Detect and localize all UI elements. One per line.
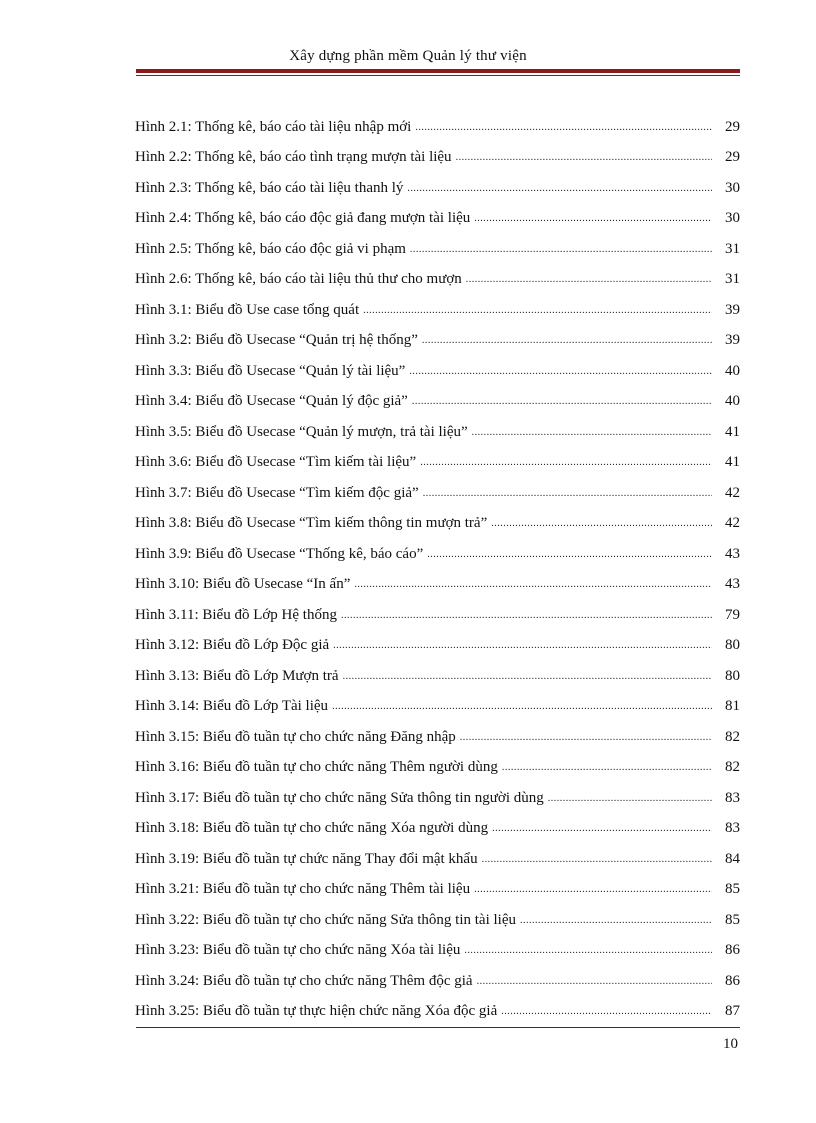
dot-leader <box>520 915 712 926</box>
figure-list-entry[interactable] <box>135 722 740 753</box>
figure-entry-page: 39 <box>725 332 740 349</box>
figure-list-entry[interactable] <box>135 936 740 967</box>
figure-entry-page: 83 <box>725 789 740 806</box>
figure-entry-page: 81 <box>725 698 740 715</box>
figure-list-entry[interactable] <box>135 143 740 174</box>
figure-list-entry[interactable] <box>135 661 740 692</box>
dot-leader <box>422 335 712 346</box>
dot-leader <box>474 213 712 224</box>
figure-entry-page: 42 <box>725 484 740 501</box>
figure-list-entry[interactable] <box>135 570 740 601</box>
figure-entry-label: Hình 2.5: Thống kê, báo cáo độc giả vi phạm <box>135 240 406 257</box>
figure-entry-page: 40 <box>725 393 740 410</box>
figure-list-entry[interactable] <box>135 997 740 1028</box>
figure-entry-label: Hình 3.18: Biểu đồ tuần tự cho chức năng Xóa người dùng <box>135 820 489 837</box>
figure-list-entry[interactable] <box>135 844 740 875</box>
header-rule <box>136 69 740 76</box>
figure-entry-label: Hình 3.17: Biểu đồ tuần tự cho chức năng Sửa thông tin người dùng <box>135 789 544 806</box>
figure-list-entry[interactable] <box>135 234 740 265</box>
figure-entry-page: 41 <box>725 454 740 471</box>
dot-leader <box>333 640 712 651</box>
figure-entry-label: Hình 3.14: Biểu đồ Lớp Tài liệu <box>135 698 329 715</box>
figure-list-entry[interactable] <box>135 478 740 509</box>
figure-entry-page: 41 <box>725 423 740 440</box>
figure-entry-page: 80 <box>725 667 740 684</box>
figure-entry-page: 29 <box>725 118 740 135</box>
dot-leader <box>460 732 712 743</box>
figure-entry-label: Hình 3.2: Biểu đồ Usecase “Quản trị hệ thống” <box>135 332 418 349</box>
figure-entry-page: 30 <box>725 210 740 227</box>
figure-entry-page: 84 <box>725 850 740 867</box>
figure-entry-page: 82 <box>725 759 740 776</box>
figure-entry-label: Hình 3.15: Biểu đồ tuần tự cho chức năng Đăng nhập <box>135 728 456 745</box>
dot-leader <box>474 884 712 895</box>
figure-entry-page: 30 <box>725 179 740 196</box>
figure-list-entry[interactable] <box>135 295 740 326</box>
figure-entry-label: Hình 3.19: Biểu đồ tuần tự chức năng Thay đổi mật khẩu <box>135 850 478 867</box>
dot-leader <box>363 305 712 316</box>
figure-entry-page: 42 <box>725 515 740 532</box>
dot-leader <box>464 945 712 956</box>
figure-entry-label: Hình 3.12: Biểu đồ Lớp Độc giả <box>135 637 330 654</box>
figure-list-entry[interactable] <box>135 905 740 936</box>
dot-leader <box>427 549 712 560</box>
figure-entry-page: 43 <box>725 576 740 593</box>
figure-entry-label: Hình 3.23: Biểu đồ tuần tự cho chức năng Xóa tài liệu <box>135 942 461 959</box>
figure-list-entry[interactable] <box>135 600 740 631</box>
figure-entry-label: Hình 2.4: Thống kê, báo cáo độc giả đang mượn tài liệu <box>135 210 471 227</box>
figure-list-entry[interactable] <box>135 204 740 235</box>
figure-list <box>135 112 740 1027</box>
dot-leader <box>472 427 712 438</box>
figure-entry-label: Hình 3.21: Biểu đồ tuần tự cho chức năng Thêm tài liệu <box>135 881 471 898</box>
figure-list-entry[interactable] <box>135 966 740 997</box>
figure-entry-page: 82 <box>725 728 740 745</box>
figure-entry-page: 31 <box>725 240 740 257</box>
footer-rule <box>136 1027 740 1028</box>
figure-list-entry[interactable] <box>135 539 740 570</box>
figure-entry-page: 80 <box>725 637 740 654</box>
dot-leader <box>482 854 712 865</box>
dot-leader <box>423 488 712 499</box>
figure-entry-label: Hình 2.2: Thống kê, báo cáo tình trạng mượn tài liệu <box>135 149 452 166</box>
figure-entry-page: 86 <box>725 972 740 989</box>
dot-leader <box>548 793 712 804</box>
figure-list-entry[interactable] <box>135 265 740 296</box>
dot-leader <box>409 366 712 377</box>
figure-list-entry[interactable] <box>135 509 740 540</box>
figure-entry-label: Hình 3.11: Biểu đồ Lớp Hệ thống <box>135 606 337 623</box>
figure-list-entry[interactable] <box>135 692 740 723</box>
dot-leader <box>407 183 712 194</box>
figure-entry-label: Hình 3.9: Biểu đồ Usecase “Thống kê, báo cáo” <box>135 545 424 562</box>
dot-leader <box>466 274 712 285</box>
figure-list-entry[interactable] <box>135 753 740 784</box>
figure-entry-page: 31 <box>725 271 740 288</box>
figure-entry-label: Hình 2.1: Thống kê, báo cáo tài liệu nhập mới <box>135 118 412 135</box>
figure-entry-label: Hình 3.13: Biểu đồ Lớp Mượn trả <box>135 667 339 684</box>
dot-leader <box>491 518 712 529</box>
dot-leader <box>477 976 712 987</box>
figure-list-entry[interactable] <box>135 417 740 448</box>
dot-leader <box>420 457 712 468</box>
figure-list-entry[interactable] <box>135 387 740 418</box>
dot-leader <box>412 396 712 407</box>
header-rule-thick <box>136 69 740 73</box>
figure-entry-label: Hình 3.3: Biểu đồ Usecase “Quản lý tài liệu” <box>135 362 406 379</box>
figure-entry-page: 86 <box>725 942 740 959</box>
figure-entry-page: 40 <box>725 362 740 379</box>
header-rule-thin <box>136 75 740 76</box>
figure-entry-page: 79 <box>725 606 740 623</box>
dot-leader <box>343 671 712 682</box>
dot-leader <box>492 823 712 834</box>
dot-leader <box>354 579 712 590</box>
figure-entry-page: 43 <box>725 545 740 562</box>
dot-leader <box>501 1006 712 1017</box>
figure-list-entry[interactable] <box>135 326 740 357</box>
figure-list-entry[interactable] <box>135 356 740 387</box>
figure-entry-label: Hình 3.6: Biểu đồ Usecase “Tìm kiếm tài liệu” <box>135 454 417 471</box>
figure-entry-page: 83 <box>725 820 740 837</box>
figure-list-entry[interactable] <box>135 783 740 814</box>
dot-leader <box>502 762 712 773</box>
figure-entry-page: 39 <box>725 301 740 318</box>
figure-entry-page: 29 <box>725 149 740 166</box>
figure-entry-label: Hình 3.16: Biểu đồ tuần tự cho chức năng Thêm người dùng <box>135 759 498 776</box>
figure-entry-label: Hình 3.22: Biểu đồ tuần tự cho chức năng Sửa thông tin tài liệu <box>135 911 516 928</box>
dot-leader <box>341 610 712 621</box>
figure-entry-label: Hình 2.3: Thống kê, báo cáo tài liệu thanh lý <box>135 179 404 196</box>
dot-leader <box>456 152 712 163</box>
running-header-title: Xây dựng phần mềm Quản lý thư viện <box>289 48 527 64</box>
figure-entry-label: Hình 2.6: Thống kê, báo cáo tài liệu thủ thư cho mượn <box>135 271 462 288</box>
figure-entry-label: Hình 3.10: Biểu đồ Usecase “In ấn” <box>135 576 351 593</box>
dot-leader <box>332 701 712 712</box>
figure-list-entry[interactable] <box>135 112 740 143</box>
dot-leader <box>410 244 712 255</box>
figure-entry-label: Hình 3.24: Biểu đồ tuần tự cho chức năng Thêm độc giả <box>135 972 473 989</box>
figure-list-entry[interactable] <box>135 173 740 204</box>
figure-entry-label: Hình 3.4: Biểu đồ Usecase “Quản lý độc giả” <box>135 393 408 410</box>
figure-entry-page: 85 <box>725 881 740 898</box>
figure-list-entry[interactable] <box>135 448 740 479</box>
figure-list-entry[interactable] <box>135 875 740 906</box>
page-number: 10 <box>723 1036 738 1052</box>
figure-entry-label: Hình 3.7: Biểu đồ Usecase “Tìm kiếm độc giả” <box>135 484 419 501</box>
figure-entry-page: 87 <box>725 1003 740 1020</box>
figure-entry-page: 85 <box>725 911 740 928</box>
figure-entry-label: Hình 3.5: Biểu đồ Usecase “Quản lý mượn, trả tài liệu” <box>135 423 468 440</box>
figure-entry-label: Hình 3.1: Biểu đồ Use case tổng quát <box>135 301 360 318</box>
figure-entry-label: Hình 3.8: Biểu đồ Usecase “Tìm kiếm thông tin mượn trả” <box>135 515 488 532</box>
dot-leader <box>415 122 712 133</box>
figure-list-entry[interactable] <box>135 631 740 662</box>
figure-entry-label: Hình 3.25: Biểu đồ tuần tự thực hiện chức năng Xóa độc giả <box>135 1003 498 1020</box>
figure-list-entry[interactable] <box>135 814 740 845</box>
